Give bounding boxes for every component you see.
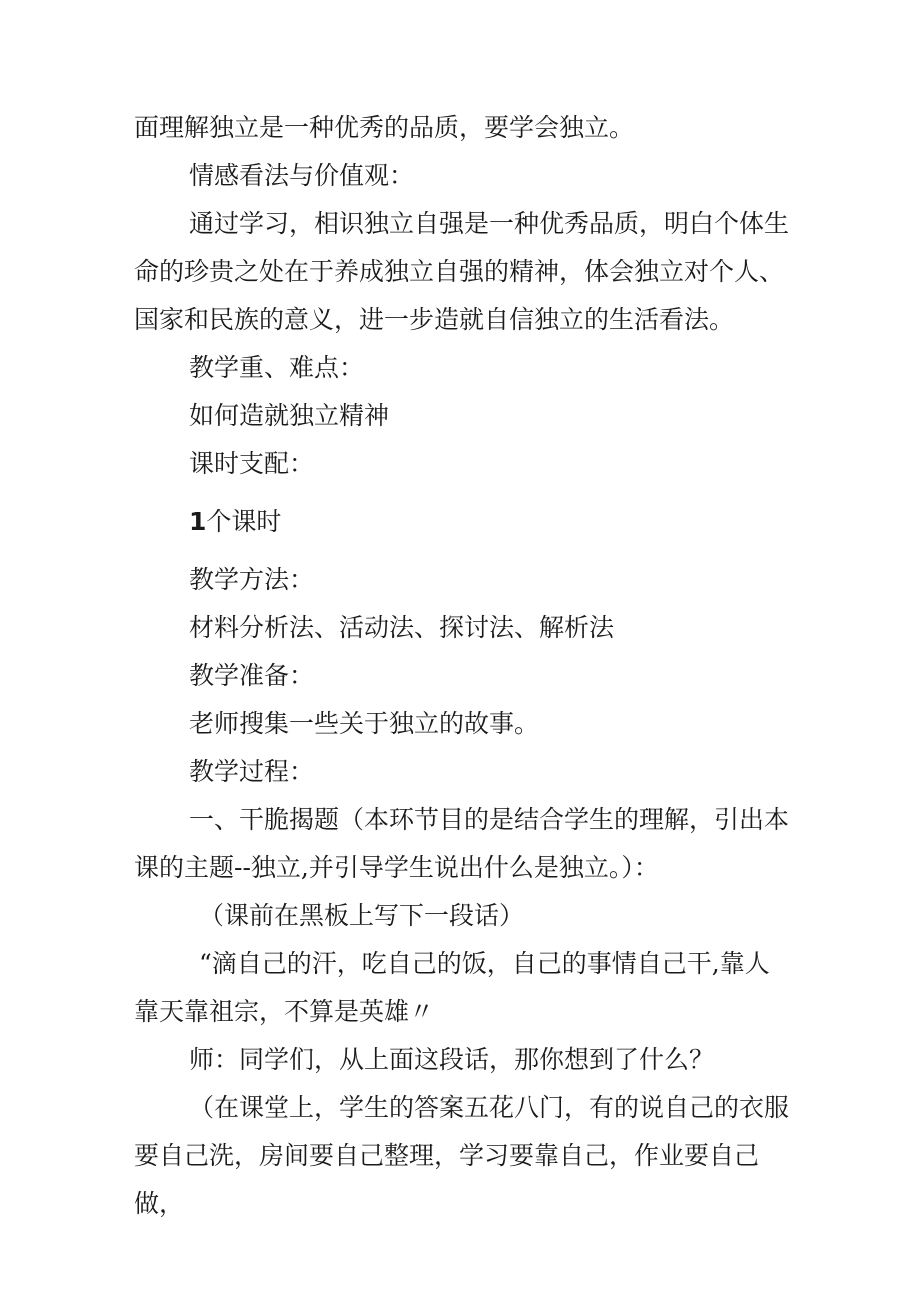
document-body [134,104,794,1228]
paragraph-emotion-values: 通过学习，相识独立自强是一种优秀品质，明白个体生命的珍贵之处在于养成独立自强的精神，体会独立对个人、国家和民族的意义，进一步造就自信独立的生活看法。 [134,209,790,334]
heading-class-hours: 课时支配： [189,449,315,478]
paragraph-teaching-method: 材料分析法、活动法、探讨法、解析法 [189,613,615,642]
paragraph-blackboard-note: （课前在黑板上写下一段话） [199,901,525,930]
heading-teaching-prep: 教学准备： [189,661,315,690]
heading-teaching-method: 教学方法： [189,565,315,594]
class-hours-text: 个课时 [206,507,282,536]
paragraph-section-one: 一、干脆揭题（本环节目的是结合学生的理解，引出本课的主题--独立,并引导学生说出什么是独立。）： [134,805,790,882]
heading-emotion-values: 情感看法与价值观： [189,161,415,190]
heading-key-points: 教学重、难点： [189,353,365,382]
heading-teaching-process: 教学过程： [189,757,315,786]
class-hours-number: 1 [189,507,207,536]
paragraph-key-points: 如何造就独立精神 [189,401,390,430]
paragraph-teacher-question: 师：同学们，从上面这段话，那你想到了什么？ [189,1045,715,1074]
paragraph-quote: “滴自己的汗，吃自己的饭，自己的事情自己干,靠人靠天靠祖宗，不算是英雄〃 [134,949,770,1026]
paragraph-continuation: 面理解独立是一种优秀的品质，要学会独立。 [134,113,635,142]
paragraph-student-answers: （在课堂上，学生的答案五花八门，有的说自己的衣服要自己洗，房间要自己整理，学习要靠自己，作业要自己做， [134,1093,790,1218]
paragraph-teaching-prep: 老师搜集一些关于独立的故事。 [189,709,540,738]
paragraph-class-hours [134,498,794,546]
